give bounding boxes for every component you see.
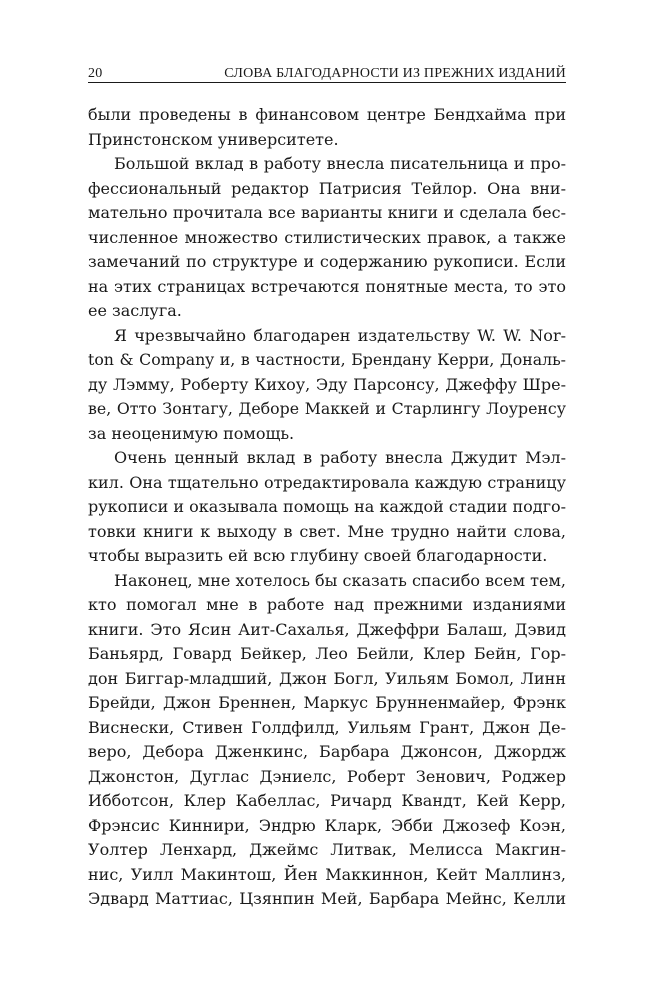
running-header [88, 66, 566, 83]
text-line: Я чрезвычайно благодарен издательству W. W. Nor- [114, 325, 566, 345]
text-line: рукописи и оказывала помощь на каждой стадии подго- [88, 497, 567, 516]
paragraph [88, 152, 566, 324]
text-line: товки книги к выходу в свет. Мне трудно найти слова, [88, 521, 566, 541]
text-line: Большой вклад в работу внесла писательница и про- [114, 154, 566, 173]
text-line: Ибботсон, Клер Кабеллас, Ричард Квандт, Кей Керр, [88, 791, 566, 810]
paragraph [88, 103, 566, 152]
text-line: веро, Дебора Дженкинс, Барбара Джонсон, Джордж [88, 742, 566, 761]
text-line: ду Лэмму, Роберту Кихоу, Эду Парсонсу, Джеффу Шре- [88, 374, 566, 394]
text-line: Брейди, Джон Бреннен, Маркус Брунненмайер, Фрэнк [88, 693, 566, 712]
body-text [88, 103, 566, 912]
text-line: кил. Она тщательно отредактировала каждую страницу [88, 472, 566, 492]
text-line: за неоценимую помощь. [88, 423, 295, 443]
text-line: Принстонском университете. [88, 129, 339, 149]
text-line: замечаний по структуре и содержанию рукописи. Если [88, 252, 566, 271]
text-line: мательно прочитала все варианты книги и сделала бес- [88, 203, 566, 222]
text-line: чтобы выразить ей всю глубину своей благодарности. [88, 546, 548, 565]
page-number: 20 [88, 66, 103, 81]
text-line: книги. Это Ясин Аит-Сахалья, Джеффри Балаш, Дэвид [88, 619, 566, 639]
text-line: Виснески, Стивен Голдфилд, Уильям Грант, Джон Де- [88, 717, 566, 737]
text-line: ton & Company и, в частности, Брендану Керри, Дональ- [88, 350, 566, 369]
text-line: Очень ценный вклад в работу внесла Джудит Мэл- [114, 448, 566, 467]
text-line: нис, Уилл Макинтош, Йен Маккиннон, Кейт Маллинз, [88, 864, 566, 884]
text-line: были проведены в финансовом центре Бендхайма при [88, 105, 566, 124]
paragraph [88, 446, 566, 569]
running-title: СЛОВА БЛАГОДАРНОСТИ ИЗ ПРЕЖНИХ ИЗДАНИЙ [224, 66, 566, 81]
paragraph [88, 324, 566, 447]
text-line: Баньярд, Говард Бейкер, Лео Бейли, Клер Бейн, Гор- [88, 644, 566, 663]
text-line: фессиональный редактор Патрисия Тейлор. Она вни- [88, 178, 566, 198]
text-line: на этих страницах встречаются понятные места, то это [88, 276, 566, 296]
paragraph [88, 569, 566, 912]
text-line: ве, Отто Зонтагу, Деборе Маккей и Старлингу Лоуренсу [88, 399, 566, 418]
text-line: Фрэнсис Киннири, Эндрю Кларк, Эбби Джозеф Коэн, [88, 815, 566, 835]
text-line: ее заслуга. [88, 301, 182, 320]
text-line: Наконец, мне хотелось бы сказать спасибо всем тем, [114, 570, 566, 590]
text-line: Эдвард Маттиас, Цзянпин Мей, Барбара Мейнс, Келли [88, 889, 566, 908]
text-line: дон Биггар-младший, Джон Богл, Уильям Бомол, Линн [88, 668, 566, 688]
text-line: кто помогал мне в работе над прежними изданиями [88, 595, 566, 614]
text-line: численное множество стилистических правок, а также [88, 227, 566, 247]
text-line: Уолтер Ленхард, Джеймс Литвак, Мелисса Макгин- [88, 840, 566, 859]
text-line: Джонстон, Дуглас Дэниелс, Роберт Зенович, Роджер [88, 766, 566, 786]
